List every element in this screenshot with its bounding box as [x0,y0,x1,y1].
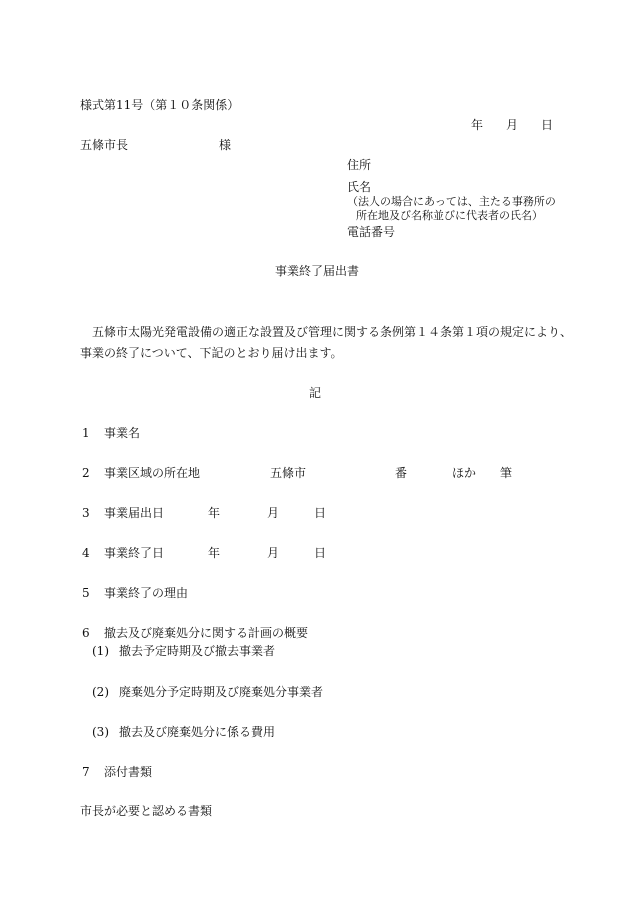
phone-label: 電話番号 [347,225,396,239]
item-1-label: 事業名 [104,426,141,440]
body-line-1: 五條市太陽光発電設備の適正な設置及び管理に関する条例第１４条第１項の規定により、 [92,325,573,339]
address-label: 住所 [347,158,372,172]
name-label: 氏名 [347,180,372,194]
item-2-ban: 番 [395,466,408,480]
item-6-label: 撤去及び廃棄処分に関する計画の概要 [104,626,309,640]
attachment-text: 市長が必要と認める書類 [80,804,213,818]
subitem-3-number: (3) [92,725,109,739]
item-4-year-label: 年 [208,546,221,560]
date-year-label: 年 [471,118,484,132]
body-line-2: 事業の終了について、下記のとおり届け出ます。 [80,346,343,360]
item-6-number: 6 [82,626,90,640]
item-4-month-label: 月 [267,546,280,560]
subitem-2-label: 廃棄処分予定時期及び廃棄処分事業者 [119,685,324,699]
subitem-1-number: (1) [92,644,109,658]
corporate-note-line1: （法人の場合にあっては、主たる事務所の [347,195,556,208]
form-number: 様式第11号（第１０条関係） [80,98,240,112]
item-3-day-label: 日 [314,506,327,520]
item-3-label: 事業届出日 [104,506,165,520]
date-month-label: 月 [506,118,519,132]
item-4-number: 4 [82,546,90,560]
corporate-note-line2: 所在地及び名称並びに代表者の氏名） [356,209,543,222]
item-2-hitsu: 筆 [500,466,513,480]
item-7-label: 添付書類 [104,765,153,779]
item-4-label: 事業終了日 [104,546,165,560]
item-3-year-label: 年 [208,506,221,520]
item-2-hoka: ほか [452,466,477,480]
subitem-3-label: 撤去及び廃棄処分に係る費用 [119,725,276,739]
item-2-number: 2 [82,466,90,480]
item-2-city: 五條市 [270,466,307,480]
item-5-label: 事業終了の理由 [104,586,189,600]
item-3-number: 3 [82,506,90,520]
item-1-number: 1 [82,426,90,440]
page-title: 事業終了届出書 [275,264,360,278]
item-2-label: 事業区域の所在地 [104,466,201,480]
item-3-month-label: 月 [267,506,280,520]
subitem-2-number: (2) [92,685,109,699]
item-7-number: 7 [82,765,90,779]
item-4-day-label: 日 [314,546,327,560]
ki-heading: 記 [309,386,322,400]
date-day-label: 日 [541,118,554,132]
item-5-number: 5 [82,586,90,600]
addressee-name: 五條市長 [80,138,129,152]
subitem-1-label: 撤去予定時期及び撤去事業者 [119,644,276,658]
addressee-honorific: 様 [219,138,232,152]
